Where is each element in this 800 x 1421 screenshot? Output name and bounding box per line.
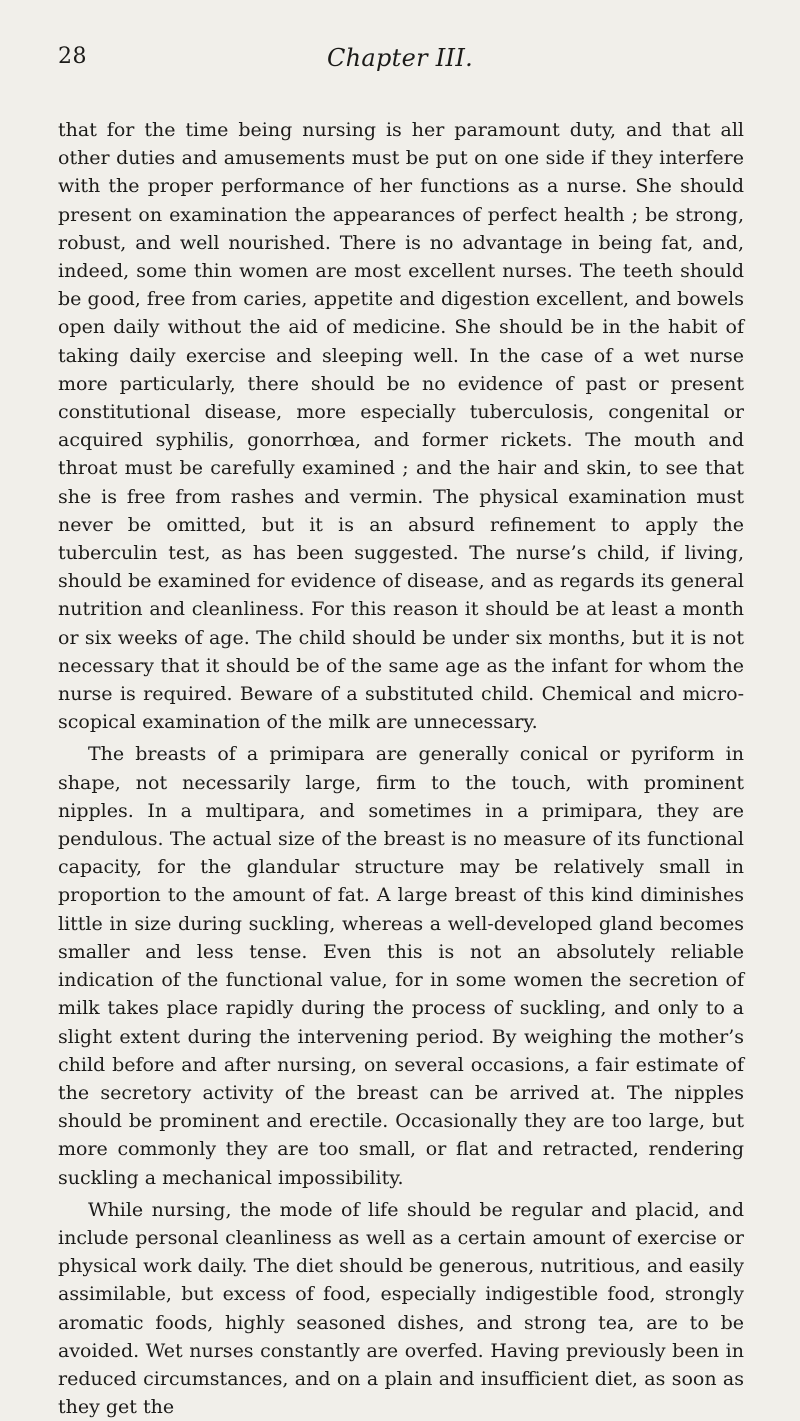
paragraph-mode-of-life: While nursing, the mode of life should be regular and placid, and include personal cleanliness as well as a certain amount of exercise or physical work daily. The diet should be generous, nutritious, and easily assimilable, but excess of food, especially indigestible food, strongly aromatic foods, highly seasoned dishes, and strong tea, are to be avoided. Wet nurses constantly are overfed. Having previously been in reduced circumstances, and on a plain and insufficient diet, as soon as they get the — [58, 1198, 744, 1419]
chapter-title: Chapter III. — [326, 44, 474, 72]
paragraph-breasts: The breasts of a primipara are generally conical or pyriform in shape, not necessarily large, firm to the touch, with prominent nipples. In a multipara, and sometimes in a primipara, they are pendulous. The actual size of the breast is no measure of its functional capacity, for the glandular structure may be relatively small in proportion to the amount of fat. A large breast of this kind diminishes little in size during suckling, whereas a well-developed gland becomes smaller and less tense. Even this is not an absolutely reliable indication of the functional value, for in some women the secretion of milk takes place rapidly during the process of suckling, and only to a slight extent during the intervening period. By weighing the mother’s child before and after nursing, on several occasions, a fair estimate of the secretory activity of the breast can be arrived at. The nipples should be prominent and erectile. Occasionally they are too large, but more commonly they are too small, or flat and retracted, rendering suckling a mechanical impossibility. — [58, 743, 744, 1189]
page-header — [0, 44, 800, 84]
body-text — [58, 116, 744, 1421]
page-number: 28 — [58, 44, 87, 69]
paragraph-continued: that for the time being nursing is her paramount duty, and that all other duties and amusements must be put on one side if they interfere with the proper performance of her functions as a nurse. She should present on examination the appearances of perfect health ; be strong, robust, and well nourished. There is no advantage in being fat, and, indeed, some thin women are most excellent nurses. The teeth should be good, free from caries, appetite and digestion excellent, and bowels open daily without the aid of medicine. She should be in the habit of taking daily exercise and sleeping well. In the case of a wet nurse more particularly, there should be no evidence of past or present constitutional disease, more especially tuberculosis, congenital or acquired syphilis, gonorrhœa, and former rickets. The mouth and throat must be carefully examined ; and the hair and skin, to see that she is free from rashes and vermin. The physical examination must never be omitted, but it is an absurd refinement to apply the tuberculin test, as has been suggested. The nurse’s child, if living, should be examined for evidence of disease, and as regards its general nutrition and cleanliness. For this reason it should be at least a month or six weeks of age. The child should be under six months, but it is not necessary that it should be of the same age as the infant for whom the nurse is required. Beware of a substituted child. Chemical and micro-scopical examination of the milk are unnecessary. — [58, 119, 744, 734]
